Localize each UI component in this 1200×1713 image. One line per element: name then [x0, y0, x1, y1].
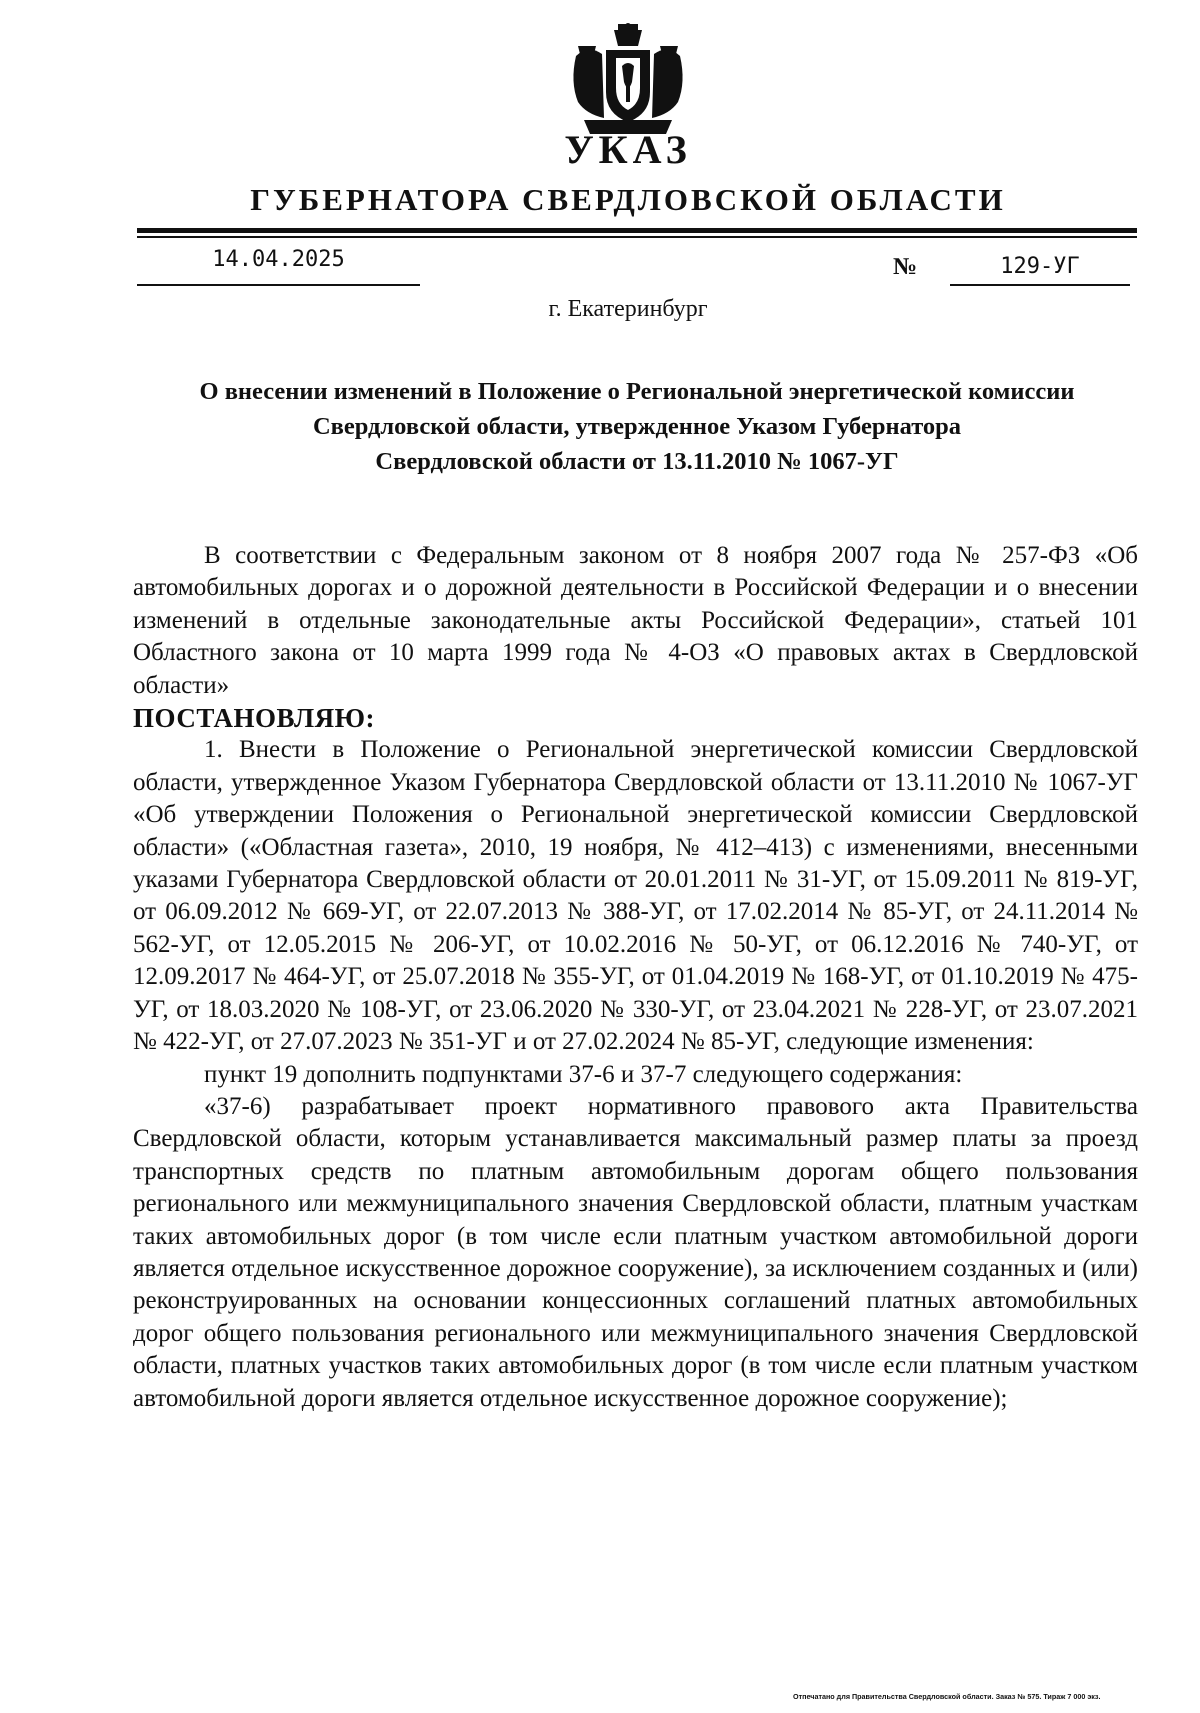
decree-word: ПОСТАНОВЛЯЮ: — [133, 703, 375, 734]
header-rule-thick — [137, 228, 1137, 233]
print-footer: Отпечатано для Правительства Свердловской области. Заказ № 575. Тираж 7 000 экз. — [793, 1692, 1101, 1701]
date-underline — [137, 284, 420, 286]
coat-of-arms-icon — [566, 22, 690, 140]
item-1-text-paragraph: «37-6) разрабатывает проект нормативного правового акта Правительства Свердловской области, которым устанавливается максимальный размер платы за проезд транспортных средств по платным автомобильным дорогам общего пользования регионального или межмуниципального значения Свердловской области, платным участкам таких автомобильных дорог (в том числе если платным участком автомобильной дороги является отдельное искусственное дорожное сооружение), за исключением созданных и (или) реконструированных на основании концессионных соглашений платных автомобильных дорог общего пользования регионального или межмуниципального значения Свердловской области, платных участков таких автомобильных дорог (в том числе если платным участком автомобильной дороги является отдельное искусственное дорожное сооружение); — [133, 1092, 1138, 1412]
header-rule-thin — [137, 236, 1137, 238]
document-issuer: ГУБЕРНАТОРА СВЕРДЛОВСКОЙ ОБЛАСТИ — [250, 182, 1006, 217]
item-1-subparagraph: пункт 19 дополнить подпунктами 37-6 и 37-7 следующего содержания: — [204, 1060, 963, 1088]
item-1-paragraph: 1. Внести в Положение о Региональной энергетической комиссии Свердловской области, утвержденное Указом Губернатора Свердловской области от 13.11.2010 № 1067-УГ «Об утверждении Положения о Региональной энергетической комиссии Свердловской области» («Областная газета», 2010, 19 ноября, № 412–413) с изменениями, внесенными указами Губернатора Свердловской области от 20.01.2011 № 31-УГ, от 15.09.2011 № 819-УГ, от 06.09.2012 № 669-УГ, от 22.07.2013 № 388-УГ, от 17.02.2014 № 85-УГ, от 24.11.2014 № 562-УГ, от 12.05.2015 № 206-УГ, от 10.02.2016 № 50-УГ, от 06.12.2016 № 740-УГ, от 12.09.2017 № 464-УГ, от 25.07.2018 № 355-УГ, от 01.04.2019 № 168-УГ, от 01.10.2019 № 475-УГ, от 18.03.2020 № 108-УГ, от 23.06.2020 № 330-УГ, от 23.04.2021 № 228-УГ, от 23.07.2021 № 422-УГ, от 27.07.2023 № 351-УГ и от 27.02.2024 № 85-УГ, следующие изменения: — [133, 736, 1138, 1056]
document-date: 14.04.2025 — [212, 247, 345, 272]
document-city: г. Екатеринбург — [548, 296, 708, 322]
heading-line: Свердловской области, утвержденное Указом Губернатора — [312, 413, 962, 440]
document-body — [133, 540, 1138, 1415]
number-underline — [950, 284, 1130, 286]
document-title: УКАЗ — [564, 127, 692, 172]
document-number: 129-УГ — [1000, 254, 1080, 279]
preamble-paragraph: В соответствии с Федеральным законом от 8 ноября 2007 года № 257-ФЗ «Об автомобильных дорогах и о дорожной деятельности в Российской Федерации и о внесении изменений в отдельные законодательные акты Российской Федерации», статьей 101 Областного закона от 10 марта 1999 года № 4-ОЗ «О правовых актах в Свердловской области» — [133, 542, 1138, 699]
number-label: № — [893, 254, 918, 280]
heading-line: О внесении изменений в Положение о Региональной энергетической комиссии — [199, 378, 1075, 405]
document-heading — [137, 374, 1137, 479]
heading-line: Свердловской области от 13.11.2010 № 1067-УГ — [375, 448, 899, 475]
